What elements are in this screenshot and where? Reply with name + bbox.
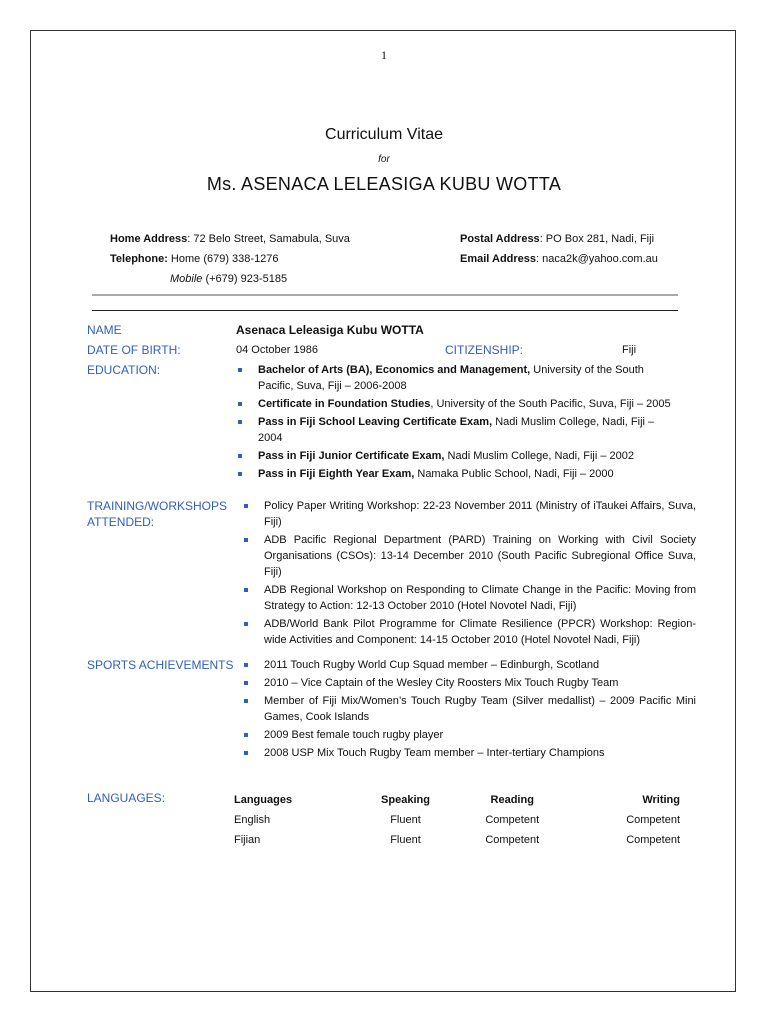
email-label: Email Address <box>460 253 537 265</box>
sports-item: Member of Fiji Mix/Women’s Touch Rugby Team (Silver medallist) – 2009 Pacific Mini Games, Cook Islands <box>242 693 696 725</box>
postal-address-line <box>460 229 658 249</box>
telephone-value: Home (679) 338-1276 <box>167 253 279 265</box>
education-item <box>236 362 676 394</box>
mobile-value: (+679) 923-5185 <box>202 273 288 285</box>
mobile-line <box>110 269 350 289</box>
sports-list <box>242 657 696 763</box>
training-item: ADB Regional Workshop on Responding to Climate Change in the Pacific: Moving from Strategy to Action: 12-13 October 2010 (Hotel Novotel Nadi, Fiji) <box>242 582 696 614</box>
languages-cell: Competent <box>626 834 680 846</box>
languages-header-row <box>234 790 680 810</box>
header-divider-thick <box>92 294 678 296</box>
training-item: Policy Paper Writing Workshop: 22-23 November 2011 (Ministry of iTaukei Affairs, Suva, Fiji) <box>242 498 696 530</box>
education-item-title: Bachelor of Arts (BA), Economics and Management, <box>258 364 531 376</box>
email-line <box>460 249 658 269</box>
sports-item: 2009 Best female touch rugby player <box>242 727 696 743</box>
training-label-line1: TRAINING/WORKSHOPS <box>87 499 228 513</box>
languages-header-cell: Speaking <box>381 794 430 806</box>
home-address-line <box>110 229 350 249</box>
home-address-label: Home Address <box>110 233 188 245</box>
sports-label: SPORTS ACHIEVEMENTS <box>87 658 234 672</box>
education-item-detail: , University of the South Pacific, Suva, Fiji – 2005 <box>430 398 671 410</box>
training-label <box>87 498 227 530</box>
languages-label: LANGUAGES: <box>87 791 166 805</box>
education-item-title: Certificate in Foundation Studies <box>258 398 431 410</box>
education-item <box>236 466 676 482</box>
education-item-detail: Nadi Muslim College, Nadi, Fiji – 2002 <box>444 450 634 462</box>
languages-cell: Fijian <box>234 834 261 846</box>
education-item-detail: Namaka Public School, Nadi, Fiji – 2000 <box>414 468 614 480</box>
home-address-value: : 72 Belo Street, Samabula, Suva <box>187 233 350 245</box>
languages-header-cell: Languages <box>234 794 293 806</box>
cv-for-label: for <box>378 154 390 165</box>
page-number: 1 <box>381 48 387 62</box>
header-divider-thin <box>92 310 678 311</box>
citizenship-label: CITIZENSHIP: <box>445 343 524 357</box>
education-item-title: Pass in Fiji Eighth Year Exam, <box>258 468 415 480</box>
name-value: Asenaca Leleasiga Kubu WOTTA <box>236 323 424 337</box>
citizenship-value: Fiji <box>622 344 637 356</box>
email-value: : naca2k@yahoo.com.au <box>536 253 658 265</box>
education-item-detail: Nadi Muslim College, Nadi, Fiji – 2004 <box>258 416 655 444</box>
training-list <box>242 498 696 650</box>
postal-address-label: Postal Address <box>460 233 540 245</box>
sports-item: 2010 – Vice Captain of the Wesley City Roosters Mix Touch Rugby Team <box>242 675 696 691</box>
cv-full-name: Ms. ASENACA LELEASIGA KUBU WOTTA <box>206 174 562 194</box>
training-item: ADB Pacific Regional Department (PARD) Training on Working with Civil Society Organisations (CSOs): 13-14 December 2010 (South Pacific Subregional Office Suva, Fiji) <box>242 532 696 580</box>
languages-header-cell: Reading <box>490 794 534 806</box>
languages-table <box>234 790 680 850</box>
education-item-title: Pass in Fiji Junior Certificate Exam, <box>258 450 445 462</box>
training-item: ADB/World Bank Pilot Programme for Climate Resilience (PPCR) Workshop: Region-wide Activities and Component: 14-15 October 2010 (Hotel Novotel Nadi, Fiji) <box>242 616 696 648</box>
education-item <box>236 448 676 464</box>
table-row <box>234 830 680 850</box>
education-item <box>236 396 676 412</box>
education-list <box>236 362 676 484</box>
training-label-line2: ATTENDED: <box>87 515 155 529</box>
education-item-title: Pass in Fiji School Leaving Certificate Exam, <box>258 416 493 428</box>
sports-item: 2011 Touch Rugby World Cup Squad member – Edinburgh, Scotland <box>242 657 696 673</box>
languages-cell: English <box>234 814 271 826</box>
cv-title: Curriculum Vitae <box>325 126 443 143</box>
education-item <box>236 414 676 446</box>
languages-cell: Fluent <box>390 814 421 826</box>
languages-cell: Competent <box>626 814 680 826</box>
dob-value: 04 October 1986 <box>236 344 318 356</box>
languages-cell: Competent <box>485 834 540 846</box>
sports-item: 2008 USP Mix Touch Rugby Team member – Inter-tertiary Champions <box>242 745 696 761</box>
contact-left <box>110 229 350 289</box>
telephone-label: Telephone: <box>110 253 168 265</box>
languages-cell: Competent <box>485 814 540 826</box>
education-label: EDUCATION: <box>87 363 161 377</box>
postal-address-value: : PO Box 281, Nadi, Fiji <box>539 233 655 245</box>
languages-header-cell: Writing <box>642 794 680 806</box>
mobile-label: Mobile <box>170 273 203 285</box>
languages-cell: Fluent <box>390 834 421 846</box>
contact-right <box>460 229 658 269</box>
dob-label: DATE OF BIRTH: <box>87 343 181 357</box>
table-row <box>234 810 680 830</box>
name-label: NAME <box>87 323 122 337</box>
telephone-line <box>110 249 350 269</box>
education-item-detail: University of the South Pacific, Suva, Fiji – 2006-2008 <box>258 364 644 392</box>
